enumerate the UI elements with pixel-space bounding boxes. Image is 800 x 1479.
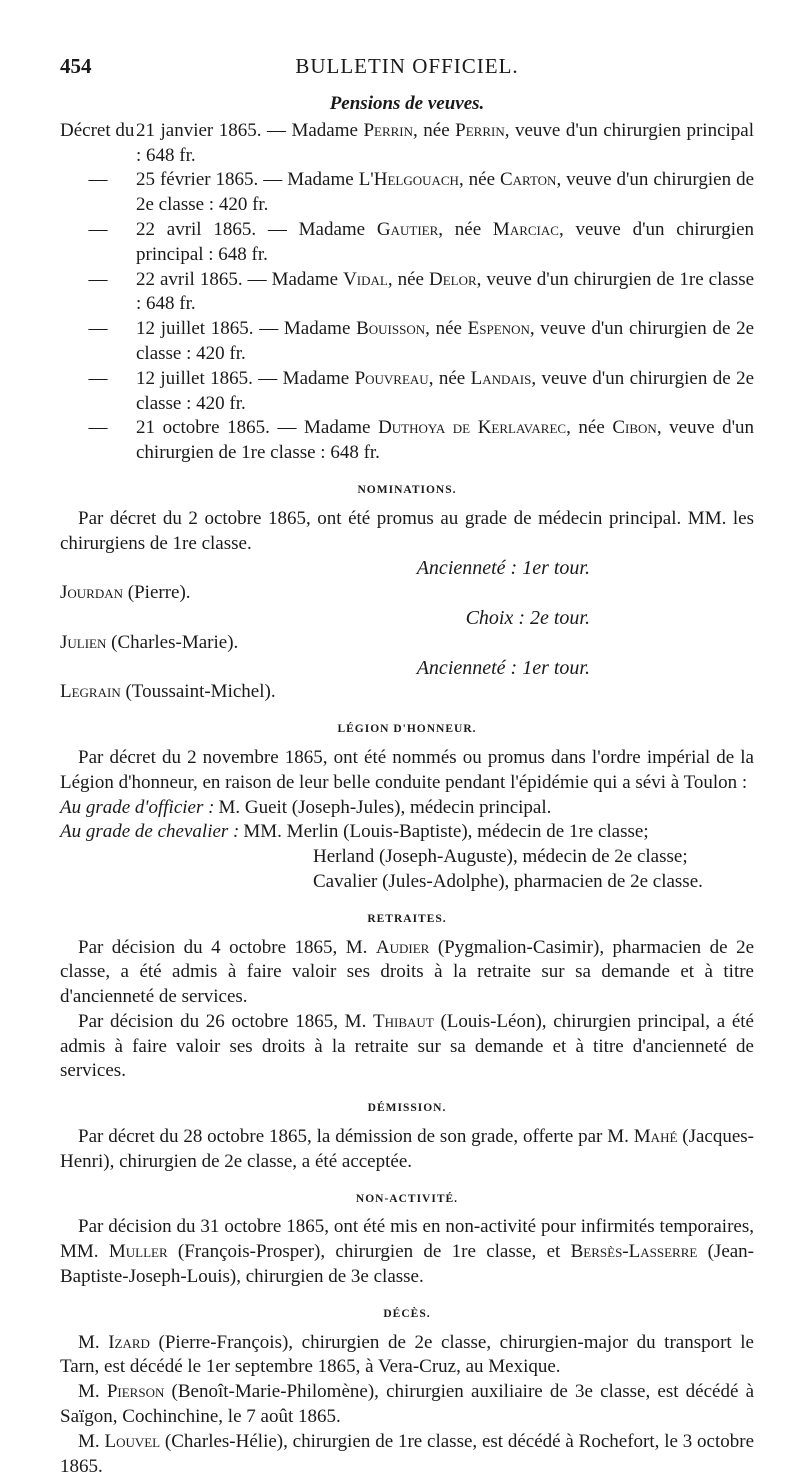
pension-list xyxy=(60,119,754,466)
person-name: Pouvreau xyxy=(354,367,429,389)
nominee: Julien (Charles-Marie). xyxy=(60,631,239,653)
rank-label: Ancienneté : 1er tour. xyxy=(416,656,590,679)
person-name: Delor xyxy=(429,268,477,290)
person-name: Izard xyxy=(108,1331,150,1353)
person-name: Espenon xyxy=(467,318,530,340)
knight-line: Cavalier (Jules-Adolphe), pharmacien de 2e classe. xyxy=(313,870,703,892)
officer-text: M. Gueit (Joseph-Jules), médecin principal. xyxy=(218,796,552,818)
rank-label: Choix : 2e tour. xyxy=(465,606,590,629)
deces-paragraph: M. Louvel (Charles-Hélie), chirurgien de 1re classe, est décédé à Rochefort, le 3 octobre 1865. xyxy=(60,1430,754,1477)
section-title-legion: LÉGION D'HONNEUR. xyxy=(337,723,477,736)
decree-prefix: Décret du xyxy=(60,119,135,141)
person-name: Bouisson xyxy=(356,318,426,340)
knight-entry xyxy=(60,820,754,845)
pension-entry xyxy=(60,168,754,218)
person-name: Gautier xyxy=(376,218,439,240)
officer-label: Au grade d'officier : xyxy=(60,796,215,818)
deces-paragraph: M. Pierson (Benoît-Marie-Philomène), chirurgien auxiliaire de 3e classe, est décédé à Saïgon, Cochinchine, le 7 août 1865. xyxy=(60,1381,755,1428)
person-name: Thibaut xyxy=(373,1010,434,1032)
knight-first: MM. Merlin (Louis-Baptiste), médecin de 1re classe; xyxy=(243,821,649,843)
knight-line: Herland (Joseph-Auguste), médecin de 2e classe; xyxy=(313,846,688,868)
decree-prefix: — xyxy=(88,367,108,389)
pension-text: 25 février 1865. — Madame L'Helgouach, née Carton, veuve d'un chirurgien de 2e classe : 420 fr. xyxy=(136,169,755,216)
retraite-paragraph: Par décision du 26 octobre 1865, M. Thibaut (Louis-Léon), chirurgien principal, a été admis à faire valoir ses droits à la retraite sur sa demande et à titre d'ancienneté de services. xyxy=(60,1010,754,1082)
section-title-pensions: Pensions de veuves. xyxy=(329,93,485,114)
person-name: Jourdan xyxy=(60,582,124,604)
decree-prefix: — xyxy=(88,169,108,191)
section-title-demission: DÉMISSION. xyxy=(367,1102,447,1115)
person-name: Audier xyxy=(375,936,430,958)
person-name: Vidal xyxy=(343,268,388,290)
demission-paragraph: Par décret du 28 octobre 1865, la démission de son grade, offerte par M. Mahé (Jacques-Henri), chirurgien de 2e classe, a été acceptée. xyxy=(60,1126,755,1172)
page-number: 454 xyxy=(60,54,92,78)
person-name: Marciac xyxy=(492,218,559,240)
page-header xyxy=(60,54,754,80)
pension-text: 22 avril 1865. — Madame Gautier, née Marciac, veuve d'un chirurgien principal : 648 fr. xyxy=(136,218,755,265)
person-name: Julien xyxy=(60,631,107,653)
decree-prefix: — xyxy=(88,268,108,290)
officer-entry xyxy=(60,796,754,821)
nominations-list xyxy=(60,556,754,705)
pension-entry xyxy=(60,119,754,169)
pension-text: 12 juillet 1865. — Madame Bouisson, née Espenon, veuve d'un chirurgien de 2e classe : 420 fr. xyxy=(136,318,755,364)
section-title-retraites: RETRAITES. xyxy=(367,912,447,925)
pension-text: 21 octobre 1865. — Madame Duthoya de Kerlavarec, née Cibon, veuve d'un chirurgien de 1re classe : 648 fr. xyxy=(136,417,754,464)
rank-label: Ancienneté : 1er tour. xyxy=(416,557,590,580)
nominee: Jourdan (Pierre). xyxy=(60,582,191,604)
pension-entry xyxy=(60,367,754,417)
pension-entry xyxy=(60,416,754,466)
knight-label: Au grade de chevalier : xyxy=(60,821,240,843)
decree-prefix: — xyxy=(88,218,108,240)
person-name: Muller xyxy=(108,1241,168,1263)
person-name: Pierson xyxy=(106,1381,165,1403)
section-title-deces: DÉCÈS. xyxy=(383,1307,431,1320)
decree-prefix: — xyxy=(88,417,108,439)
pension-entry xyxy=(60,317,754,367)
legion-intro: Par décret du 2 novembre 1865, ont été nommés ou promus dans l'ordre impérial de la Légion d'honneur, en raison de leur belle conduite pendant l'épidémie qui a sévi à Toulon : xyxy=(60,746,754,793)
person-name: Legrain xyxy=(60,681,121,703)
deces-paragraph: M. Izard (Pierre-François), chirurgien de 2e classe, chirurgien-major du transport le Tarn, est décédé le 1er septembre 1865, à Vera-Cruz, au Mexique. xyxy=(60,1331,754,1378)
nominations-intro: Par décret du 2 octobre 1865, ont été promus au grade de médecin principal. MM. les chirurgiens de 1re classe. xyxy=(60,507,754,554)
person-name: Louvel xyxy=(104,1430,161,1452)
person-name: Landais xyxy=(470,367,532,389)
person-name: Carton xyxy=(500,169,557,191)
person-name: L'Helgouach xyxy=(358,169,459,191)
running-title: BULLETIN OFFICIEL. xyxy=(295,54,519,78)
retraite-paragraph: Par décision du 4 octobre 1865, M. Audier (Pygmalion-Casimir), pharmacien de 2e classe, a été admis à faire valoir ses droits à la retraite sur sa demande et à titre d'ancienneté de services. xyxy=(60,936,755,1008)
person-name: Duthoya de Kerlavarec xyxy=(378,417,567,439)
section-title-nominations: NOMINATIONS. xyxy=(357,483,457,496)
person-name: Bersès-Lasserre xyxy=(570,1241,698,1263)
pension-text: 21 janvier 1865. — Madame Perrin, née Perrin, veuve d'un chirurgien principal : 648 fr. xyxy=(136,119,754,166)
page-content xyxy=(60,92,754,1479)
person-name: Perrin xyxy=(455,119,505,141)
pension-text: 22 avril 1865. — Madame Vidal, née Delor, veuve d'un chirurgien de 1re classe : 648 fr. xyxy=(136,268,755,315)
person-name: Perrin xyxy=(363,119,414,141)
person-name: Mahé xyxy=(633,1126,678,1148)
nominee: Legrain (Toussaint-Michel). xyxy=(60,681,276,703)
section-title-non-activite: NON-ACTIVITÉ. xyxy=(355,1192,459,1205)
person-name: Cibon xyxy=(612,417,657,439)
non-activite-paragraph: Par décision du 31 octobre 1865, ont été mis en non-activité pour infirmités temporaires, MM. Muller (François-Prosper), chirurgien de 1re classe, et Bersès-Lasserre (Jean-Baptiste-Joseph-Louis), chirurgien de 3e classe. xyxy=(60,1216,755,1288)
decree-prefix: — xyxy=(88,318,108,340)
pension-text: 12 juillet 1865. — Madame Pouvreau, née Landais, veuve d'un chirurgien de 2e classe : 420 fr. xyxy=(136,367,755,414)
pension-entry xyxy=(60,268,754,318)
pension-entry xyxy=(60,218,754,268)
